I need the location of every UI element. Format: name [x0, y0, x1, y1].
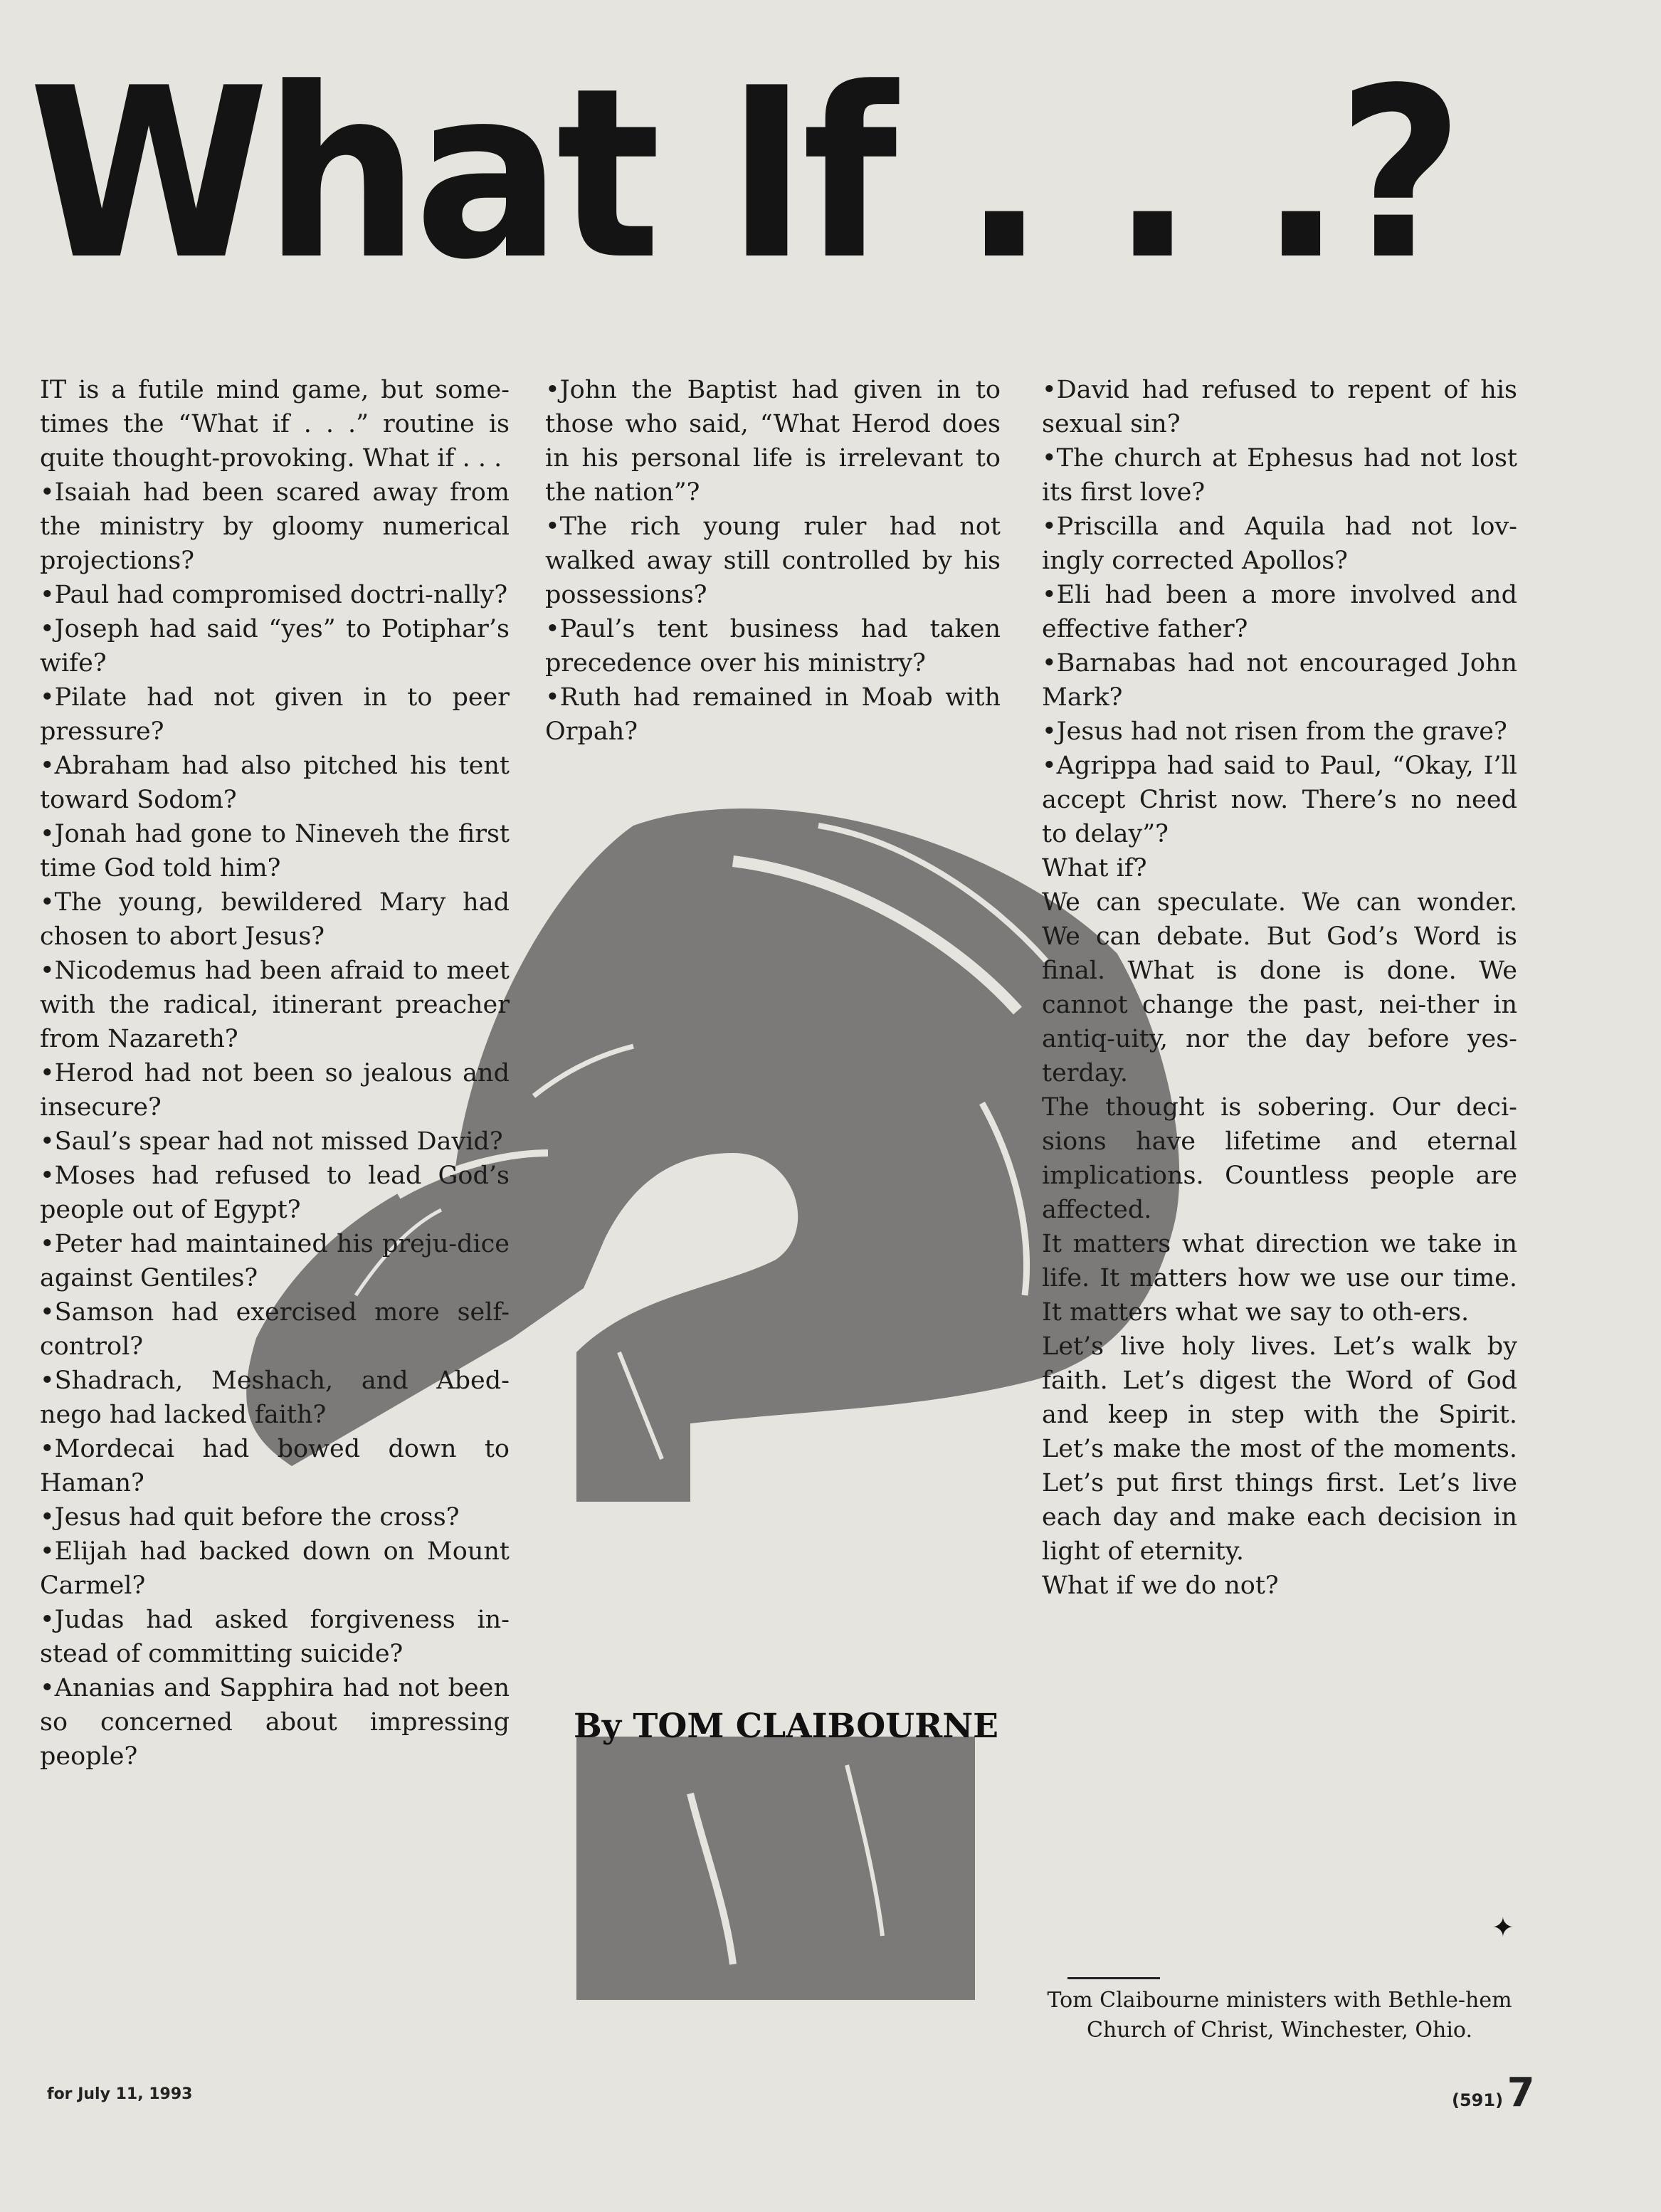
list-item: •Peter had maintained his preju-dice against Gentiles? — [40, 1230, 510, 1292]
bio-divider — [1067, 1977, 1160, 1979]
list-item: •Ruth had remained in Moab with Orpah? — [545, 683, 1001, 746]
list-item: •Shadrach, Meshach, and Abed-nego had lacked faith? — [40, 1366, 510, 1429]
list-item: •The rich young ruler had not walked away still controlled by his possessions? — [545, 512, 1001, 609]
body-paragraph: What if? — [1042, 854, 1147, 883]
list-item: •Judas had asked forgiveness in-stead of committing suicide? — [40, 1606, 510, 1668]
list-item: •Priscilla and Aquila had not lov-ingly corrected Apollos? — [1042, 512, 1517, 575]
page-code: (591) — [1452, 2090, 1504, 2110]
article-column-1 — [40, 373, 510, 1774]
list-item: •The young, bewildered Mary had chosen to abort Jesus? — [40, 888, 510, 951]
list-item: •Moses had refused to lead God’s people out of Egypt? — [40, 1162, 510, 1224]
list-item: •Jesus had not risen from the grave? — [1042, 717, 1507, 746]
end-mark-icon: ✦ — [1492, 1912, 1514, 1943]
article-column-2 — [545, 373, 1001, 749]
page-number-block — [1452, 2070, 1535, 2116]
list-item: •Jonah had gone to Nineveh the first time God told him? — [40, 820, 510, 883]
list-item: •Barnabas had not encouraged John Mark? — [1042, 649, 1517, 712]
list-item: •Abraham had also pitched his tent toward Sodom? — [40, 752, 510, 814]
issue-date: for July 11, 1993 — [47, 2085, 193, 2103]
list-item: •Isaiah had been scared away from the ministry by gloomy numerical projections? — [40, 478, 510, 575]
article-column-3 — [1042, 373, 1517, 1603]
list-item: •Nicodemus had been afraid to meet with the radical, itinerant preacher from Nazareth? — [40, 957, 510, 1053]
page-number: 7 — [1507, 2070, 1535, 2116]
intro-paragraph: IT is a futile mind game, but some-times the “What if . . .” routine is quite thought-provoking. What if . . . — [40, 376, 510, 473]
list-item: •Herod had not been so jealous and insecure? — [40, 1059, 510, 1122]
body-paragraph: It matters what direction we take in life. It matters how we use our time. It matters what we say to oth-ers. — [1042, 1230, 1517, 1327]
body-paragraph: We can speculate. We can wonder. We can debate. But God’s Word is final. What is done is done. We cannot change the past, nei-ther in antiq-uity, nor the day before yes-terday. — [1042, 888, 1517, 1087]
article-title: What If . . .? — [28, 38, 1459, 311]
closing-question: What if we do not? — [1042, 1571, 1279, 1600]
list-item: •Jesus had quit before the cross? — [40, 1503, 460, 1532]
list-item: •The church at Ephesus had not lost its first love? — [1042, 444, 1517, 507]
list-item: •Paul’s tent business had taken precedence over his ministry? — [545, 615, 1001, 678]
list-item: •Agrippa had said to Paul, “Okay, I’ll accept Christ now. There’s no need to delay”? — [1042, 752, 1517, 848]
list-item: •Joseph had said “yes” to Potiphar’s wife? — [40, 615, 510, 678]
list-item: •Eli had been a more involved and effective father? — [1042, 581, 1517, 643]
list-item: •Ananias and Sapphira had not been so concerned about impressing people? — [40, 1674, 510, 1771]
list-item: •Elijah had backed down on Mount Carmel? — [40, 1537, 510, 1600]
list-item: •Saul’s spear had not missed David? — [40, 1127, 503, 1156]
list-item: •Samson had exercised more self-control? — [40, 1298, 510, 1361]
list-item: •David had refused to repent of his sexual sin? — [1042, 376, 1517, 438]
list-item: •Pilate had not given in to peer pressure? — [40, 683, 510, 746]
author-bio: Tom Claibourne ministers with Bethle-hem Church of Christ, Winchester, Ohio. — [1047, 1988, 1512, 2043]
body-paragraph: The thought is sobering. Our deci-sions have lifetime and eternal implications. Countless people are affected. — [1042, 1093, 1517, 1224]
list-item: •John the Baptist had given in to those who said, “What Herod does in his personal life is irrelevant to the nation”? — [545, 376, 1001, 507]
list-item: •Mordecai had bowed down to Haman? — [40, 1435, 510, 1497]
byline: By TOM CLAIBOURNE — [574, 1707, 998, 1746]
list-item: •Paul had compromised doctri-nally? — [40, 581, 508, 609]
body-paragraph: Let’s live holy lives. Let’s walk by faith. Let’s digest the Word of God and keep in step with the Spirit. Let’s make the most of the moments. Let’s put first things first. Let’s live each day and make each decision in light of eternity. — [1042, 1332, 1517, 1566]
